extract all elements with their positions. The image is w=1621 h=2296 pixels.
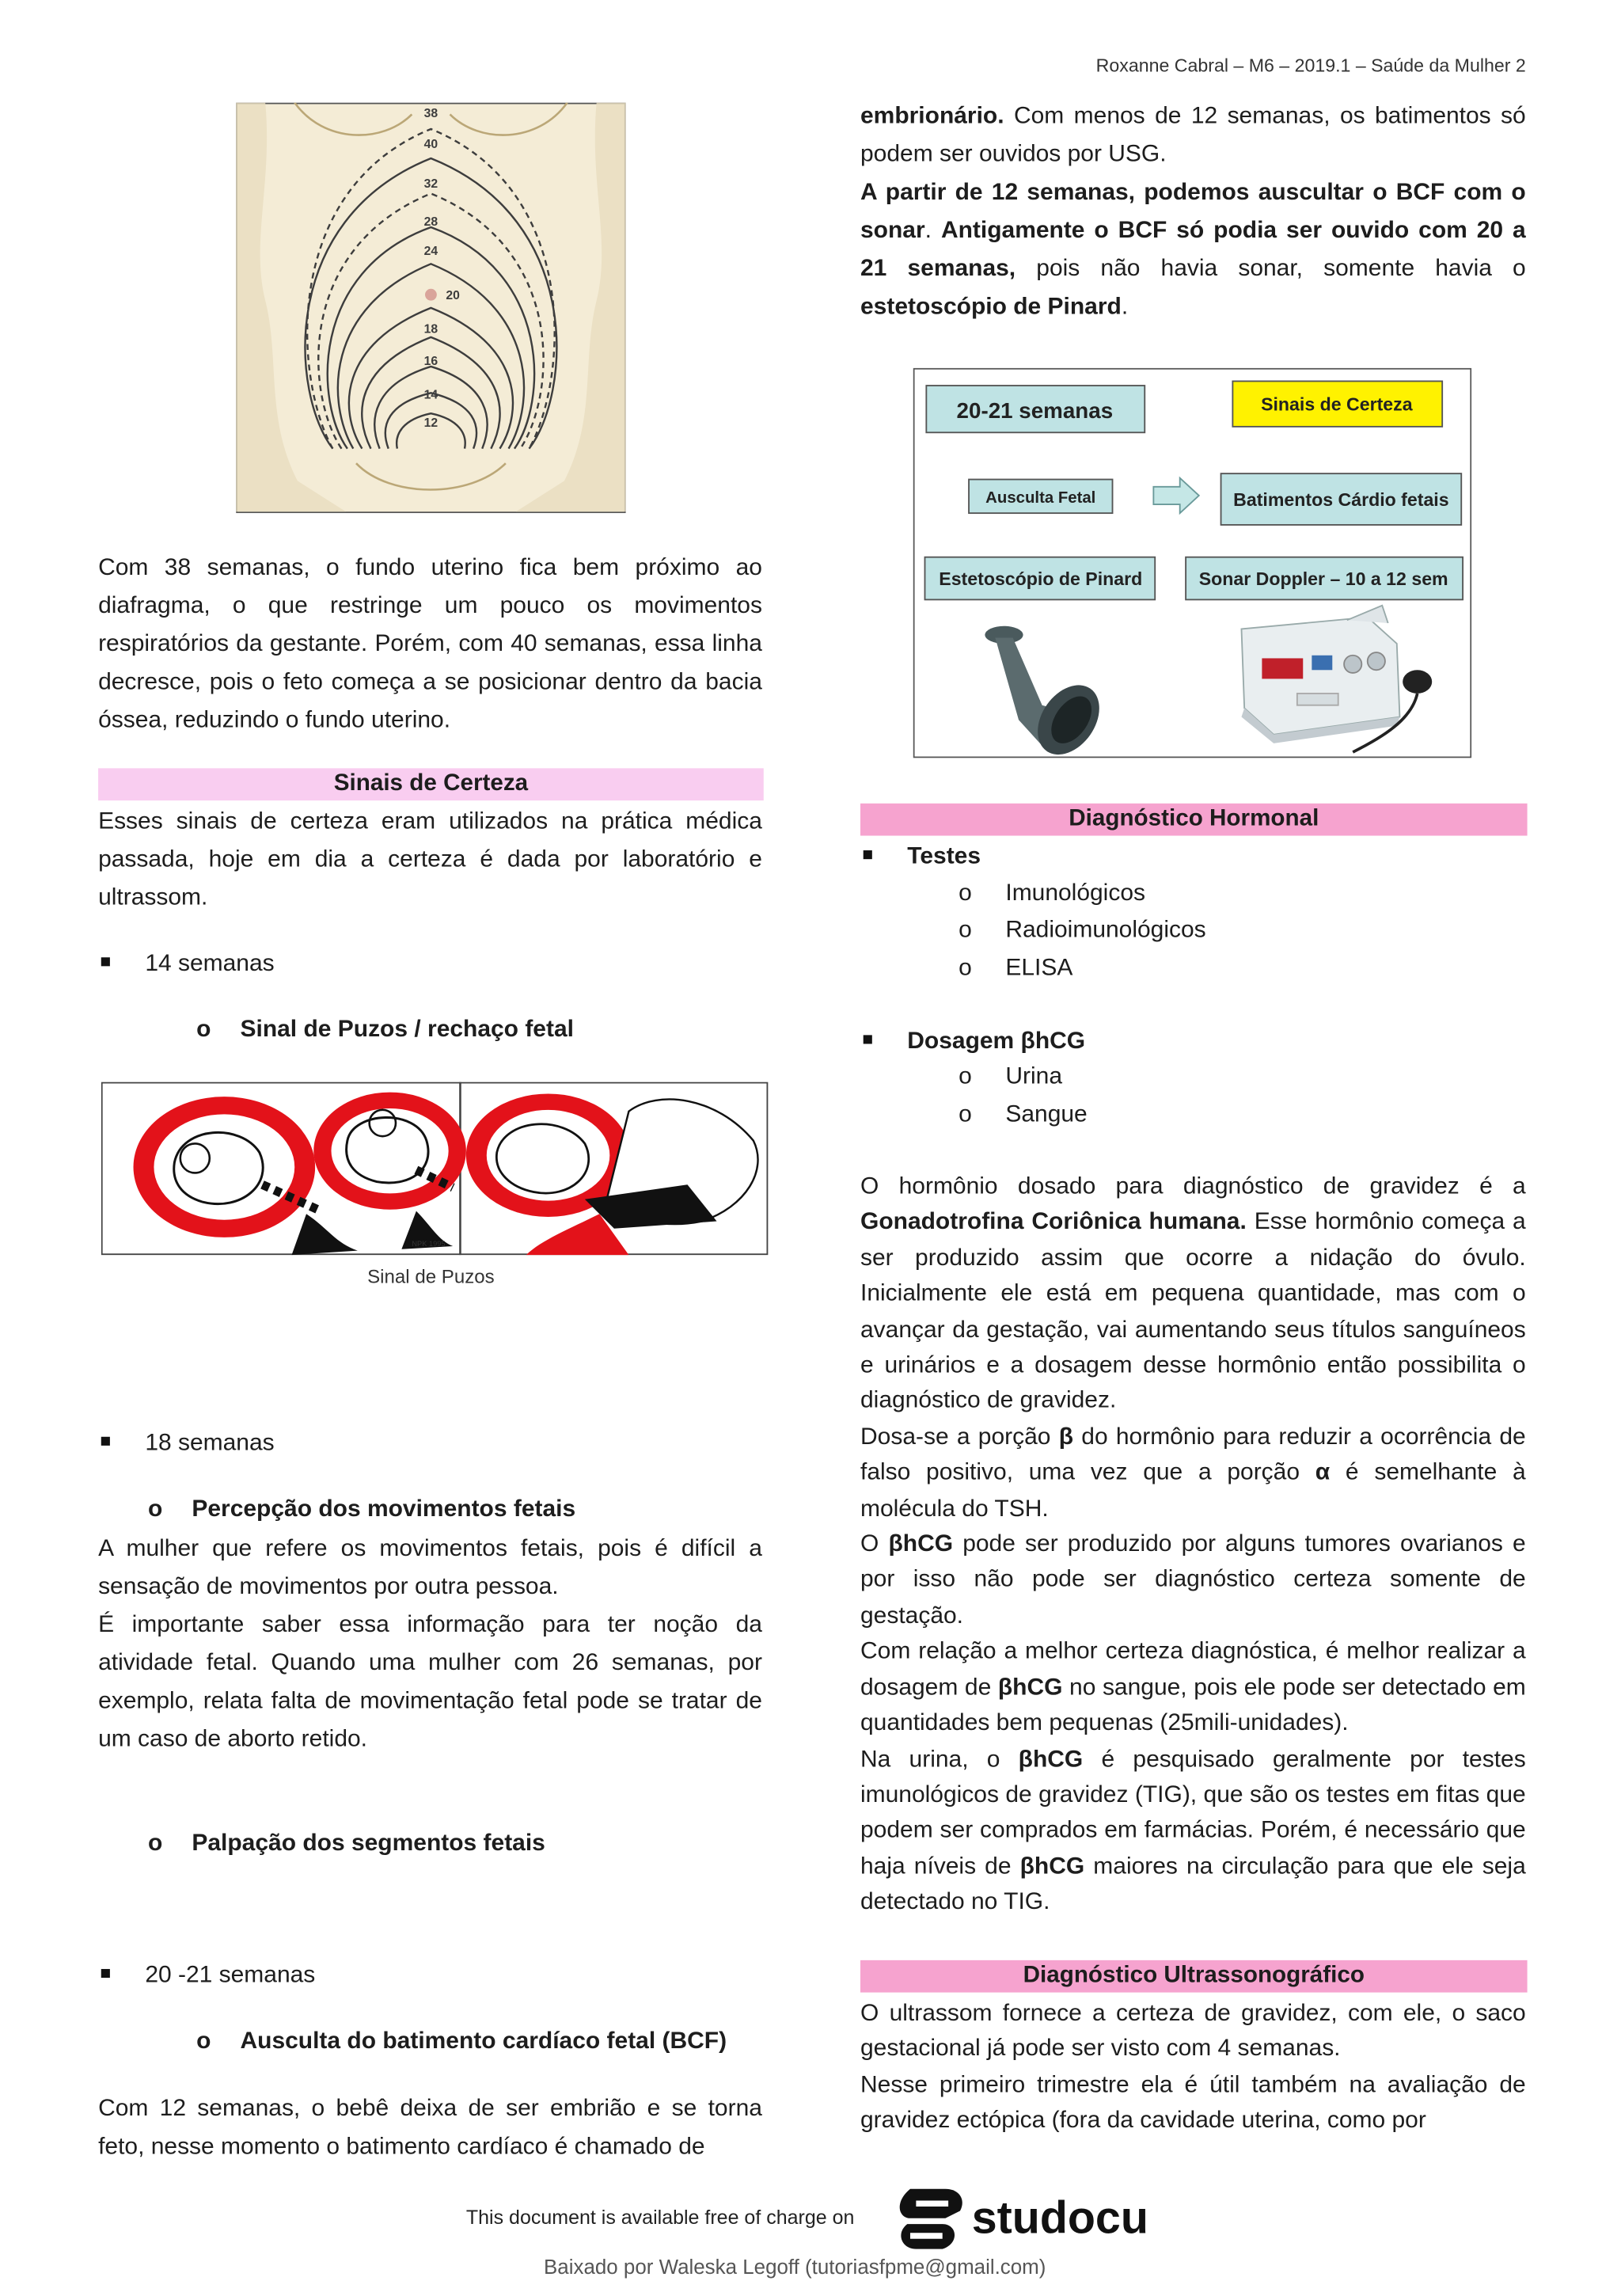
circle-bullet: o xyxy=(959,916,972,943)
section-band-sinais-certeza: Sinais de Certeza xyxy=(98,768,764,800)
square-bullet xyxy=(864,850,872,859)
list-item-radioimunologicos: o Radioimunológicos xyxy=(959,916,1206,943)
fundus-label: 38 xyxy=(423,107,438,121)
list-item-dosagem: Dosagem βhCG xyxy=(864,1024,1085,1060)
paragraph-movimentos-fetais: A mulher que refere os movimentos fetais, pois é difícil a sensação de movimentos por outra pessoa. É importante saber essa informação para ter noção da atividade fetal. Quando uma mulher com 26 semanas, por exemplo, relata falta de movimentação fetal pode se tratar de um caso de aborto retido. xyxy=(98,1534,762,1752)
list-item-sangue: o Sangue xyxy=(959,1100,1088,1128)
square-bullet xyxy=(101,1969,110,1978)
page-header: Roxanne Cabral – M6 – 2019.1 – Saúde da Mulher 2 xyxy=(1095,55,1526,77)
list-item-percepcao: o Percepção dos movimentos fetais xyxy=(148,1495,576,1522)
list-item-20-semanas: 20 -21 semanas xyxy=(101,1957,316,1994)
list-item-14-semanas: 14 semanas xyxy=(101,945,275,982)
fundus-label: 20 xyxy=(446,288,460,302)
square-bullet xyxy=(864,1035,872,1043)
paragraph-urina: Na urina, o βhCG é pesquisado geralmente por testes imunológicos de gravidez (TIG), que são os testes em fitas que podem ser comprados em farmácias. Porém, é necessário que haja níveis de βhCG maiores na circulação para que ele seja detectado no TIG. xyxy=(860,1745,1526,1915)
list-item-elisa: o ELISA xyxy=(959,954,1073,981)
paragraph-usg-block xyxy=(860,1995,1526,2138)
fundus-label: 24 xyxy=(423,245,438,259)
fundus-label: 12 xyxy=(423,416,438,430)
paragraph-usg-2: Nesse primeiro trimestre ela é útil também na avaliação de gravidez ectópica (fora da cavidade uterina, como por xyxy=(860,2071,1526,2134)
circle-bullet: o xyxy=(959,954,972,981)
studocu-logo-link[interactable] xyxy=(895,2184,1174,2259)
studocu-logo xyxy=(895,2184,1174,2252)
circle-bullet: o xyxy=(959,1100,972,1128)
section-band-diagnostico-usg: Diagnóstico Ultrassonográfico xyxy=(860,1960,1528,1993)
slide-batimentos: Batimentos Cárdio fetais xyxy=(1233,488,1449,510)
slide-sinais: Sinais de Certeza xyxy=(1261,393,1413,415)
fundus-label: 32 xyxy=(423,177,438,192)
puzos-figure xyxy=(101,1082,769,1256)
fundus-label: 18 xyxy=(423,322,438,336)
fundus-label: 40 xyxy=(423,138,438,152)
list-item-ausculta: o Ausculta do batimento cardíaco fetal (BCF) xyxy=(196,2028,727,2055)
square-bullet xyxy=(101,1437,110,1446)
paragraph-sangue: Com relação a melhor certeza diagnóstica, é melhor realizar a dosagem de βhCG no sangue, pois ele pode ser detectado em quantidades bem pequenas (25mili-unidades). xyxy=(860,1637,1526,1736)
list-item-18-semanas: 18 semanas xyxy=(101,1425,275,1462)
list-item-testes: Testes xyxy=(864,838,981,875)
bcf-slide-figure xyxy=(913,368,1472,758)
paragraph-sonar: A partir de 12 semanas, podemos auscultar o BCF com o sonar. Antigamente o BCF só podia ser ouvido com 20 a 21 semanas, pois não havia sonar, somente havia o estetoscópio de Pinard. xyxy=(860,178,1526,320)
list-item-imunologicos: o Imunológicos xyxy=(959,880,1146,907)
footer-downloaded-text: Baixado por Waleska Legoff (tutoriasfpme@gmail.com) xyxy=(544,2255,1046,2279)
paragraph-bcf-continuation xyxy=(860,97,1526,325)
list-item-puzos: o Sinal de Puzos / rechaço fetal xyxy=(196,1016,574,1043)
paragraph-hcg: O hormônio dosado para diagnóstico de gravidez é a Gonadotrofina Coriônica humana. Esse hormônio começa a ser produzido assim que ocorre a nidação do óvulo. Inicialmente ele está em pequena quantidade, mas com o avançar da gestação, vai aumentando seus títulos sanguíneos e urinários e a dosagem desse hormônio então possibilita o diagnóstico de gravidez. xyxy=(860,1173,1526,1414)
fundus-label: 14 xyxy=(423,388,438,402)
section-band-diagnostico-hormonal: Diagnóstico Hormonal xyxy=(860,804,1528,836)
fundal-height-figure xyxy=(236,103,626,514)
slide-sonar: Sonar Doppler – 10 a 12 sem xyxy=(1198,568,1448,589)
circle-bullet: o xyxy=(196,2028,211,2055)
fundus-label: 28 xyxy=(423,215,438,230)
puzos-caption: Sinal de Puzos xyxy=(367,1265,495,1287)
circle-bullet: o xyxy=(959,1062,972,1089)
slide-weeks: 20-21 semanas xyxy=(956,397,1114,423)
circle-bullet: o xyxy=(196,1016,211,1043)
paragraph-hormonal-block xyxy=(860,1169,1526,1920)
paragraph-usg-1: O ultrassom fornece a certeza de gravidez, com ele, o saco gestacional já pode ser visto com 4 semanas. xyxy=(860,1999,1526,2062)
paragraph-beta: Dosa-se a porção β do hormônio para reduzir a ocorrência de falso positivo, uma vez que a porção α é semelhante à molécula do TSH. xyxy=(860,1423,1526,1522)
puzos-mark: NPK 1995 xyxy=(412,1240,446,1249)
studocu-wordmark: studocu xyxy=(971,2192,1148,2244)
paragraph-bcf-12-semanas: Com 12 semanas, o bebê deixa de ser embrião e se torna feto, nesse momento o batimento cardíaco é chamado de xyxy=(98,2095,762,2160)
circle-bullet: o xyxy=(959,880,972,907)
paragraph-embrionario: embrionário. Com menos de 12 semanas, os batimentos só podem ser ouvidos por USG. xyxy=(860,102,1526,168)
paragraph-sinais-certeza: Esses sinais de certeza eram utilizados na prática médica passada, hoje em dia a certeza é dada por laboratório e ultrassom. xyxy=(98,808,762,910)
circle-bullet: o xyxy=(148,1495,163,1522)
paragraph-tumores: O βhCG pode ser produzido por alguns tumores ovarianos e por isso não pode ser diagnóstico certeza somente de gestação. xyxy=(860,1530,1526,1629)
list-item-palpacao: o Palpação dos segmentos fetais xyxy=(148,1830,545,1857)
fundus-label: 16 xyxy=(423,355,438,369)
list-item-urina: o Urina xyxy=(959,1062,1063,1089)
footer-available-text: This document is available free of charge on xyxy=(465,2206,855,2229)
slide-pinard: Estetoscópio de Pinard xyxy=(939,568,1143,589)
paragraph-fundus-38: Com 38 semanas, o fundo uterino fica bem próximo ao diafragma, o que restringe um pouco os movimentos respiratórios da gestante. Porém, com 40 semanas, essa linha decresce, pois o feto começa a se posicionar dentro da bacia óssea, reduzindo o fundo uterino. xyxy=(98,553,762,733)
circle-bullet: o xyxy=(148,1830,163,1857)
slide-ausculta: Ausculta Fetal xyxy=(985,489,1096,507)
square-bullet xyxy=(101,957,110,966)
